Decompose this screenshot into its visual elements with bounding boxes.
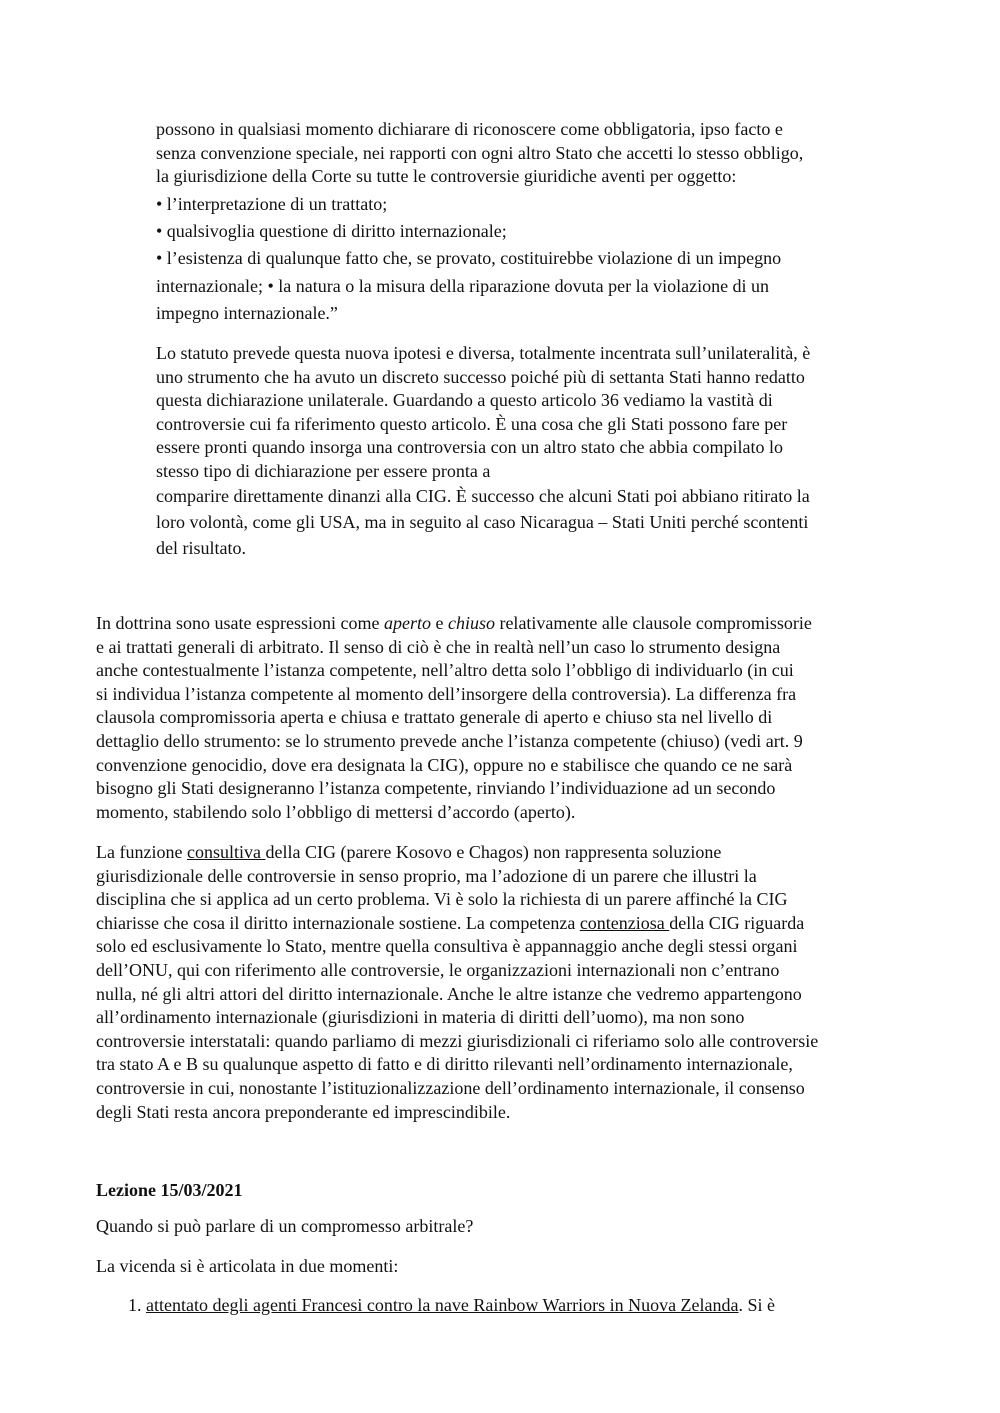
emphasis-aperto: aperto xyxy=(383,613,431,633)
paragraph-line: Lo statuto prevede questa nuova ipotesi e diversa, totalmente incentrata sull’unilateralità, è xyxy=(156,343,811,363)
lesson-question: Quando si può parlare di un compromesso arbitrale? xyxy=(96,1216,474,1236)
paragraph-line: questa dichiarazione unilaterale. Guardando a questo articolo 36 vediamo la vastità di xyxy=(156,390,773,411)
list-item-underlined-text: attentato degli agenti Francesi contro la nave Rainbow Warriors in Nuova Zelanda xyxy=(146,1295,739,1315)
text-run: relativamente alle clausole compromissorie xyxy=(494,613,812,633)
paragraph-line: controversie cui fa riferimento questo articolo. È una cosa che gli Stati possono fare per xyxy=(156,413,788,434)
paragraph-line: degli Stati resta ancora preponderante ed imprescindibile. xyxy=(96,1101,511,1122)
quote-bullet: internazionale; • la natura o la misura della riparazione dovuta per la violazione di un xyxy=(156,275,770,296)
paragraph-line: disciplina che si applica ad un certo problema. Vi è solo la richiesta di un parere affinché la CIG xyxy=(96,889,788,910)
underlined-contenziosa: contenziosa xyxy=(579,912,670,933)
paragraph-line: convenzione genocidio, dove era designata la CIG), oppure no e stabilisce che quando ce ne sarà xyxy=(96,754,793,775)
list-number: 1. xyxy=(128,1295,142,1315)
lesson-heading: Lezione 15/03/2021 xyxy=(96,1180,243,1200)
quote-line: la giurisdizione della Corte su tutte le controversie giuridiche aventi per oggetto: xyxy=(156,166,737,187)
text-run: In dottrina sono usate espressioni come xyxy=(96,613,384,633)
paragraph-line: e ai trattati generali di arbitrato. Il senso di ciò è che in realtà nell’un caso lo strumento designa xyxy=(96,636,781,657)
paragraph-line: momento, stabilendo solo l’obbligo di mettersi d’accordo (aperto). xyxy=(96,801,576,822)
paragraph-line: loro volontà, come gli USA, ma in seguito al caso Nicaragua – Stati Uniti perché scontenti xyxy=(156,511,809,532)
paragraph-line xyxy=(96,612,908,636)
quote-bullet: • l’interpretazione di un trattato; xyxy=(156,193,388,214)
paragraph-line: solo ed esclusivamente lo Stato, mentre quella consultiva è appannaggio anche degli stessi organi xyxy=(96,936,798,957)
dottrina-paragraph xyxy=(96,612,908,824)
paragraph-line: dell’ONU, qui con riferimento alle controversie, le organizzazioni internazionali non c’entrano xyxy=(96,959,780,980)
paragraph-line: controversie interstatali: quando parliamo di mezzi giurisdizionali ci riferiamo solo alle controversie xyxy=(96,1030,819,1051)
text-run: La funzione xyxy=(96,842,187,862)
paragraph-line xyxy=(96,841,908,865)
paragraph-line: all’ordinamento internazionale (giurisdizioni in materia di diritti dell’uomo), ma non sono xyxy=(96,1007,745,1028)
paragraph-line: anche contestualmente l’istanza competente, nell’altro detta solo l’obbligo di individuarlo (in cui xyxy=(96,660,794,681)
list-item-tail: . Si è xyxy=(738,1295,776,1315)
list-item xyxy=(128,1295,775,1316)
quote-line: senza convenzione speciale, nei rapporti con ogni altro Stato che accetti lo stesso obbligo, xyxy=(156,142,804,163)
text-run: della CIG (parere Kosovo e Chagos) non rappresenta soluzione xyxy=(265,842,722,862)
paragraph-line: del risultato. xyxy=(156,537,246,558)
paragraph-line: stesso tipo di dichiarazione per essere pronta a xyxy=(156,460,491,481)
quote-line: possono in qualsiasi momento dichiarare di riconoscere come obbligatoria, ipso facto e xyxy=(156,119,783,139)
text-run: e xyxy=(430,613,448,633)
statuto-paragraph xyxy=(156,342,904,561)
lesson-intro: La vicenda si è articolata in due momenti: xyxy=(96,1256,399,1276)
paragraph-line: uno strumento che ha avuto un discreto successo poiché più di settanta Stati hanno redatto xyxy=(156,366,805,387)
emphasis-chiuso: chiuso xyxy=(447,613,495,633)
quote-block xyxy=(156,118,904,327)
paragraph-line: clausola compromissoria aperta e chiusa e trattato generale di aperto e chiuso sta nel livello di xyxy=(96,707,773,728)
quote-bullet: • l’esistenza di qualunque fatto che, se provato, costituirebbe violazione di un impegno xyxy=(156,248,782,269)
paragraph-line: comparire direttamente dinanzi alla CIG. È successo che alcuni Stati poi abbiano ritirato la xyxy=(156,485,810,506)
paragraph-line: si individua l’istanza competente al momento dell’insorgere della controversia). La differenza fra xyxy=(96,683,797,704)
quote-bullet: • qualsivoglia questione di diritto internazionale; xyxy=(156,221,507,242)
text-run: chiarisse che cosa il diritto internazionale sostiene. La competenza xyxy=(96,912,580,933)
paragraph-line: tra stato A e B su qualunque aspetto di fatto e di diritto rilevanti nell’ordinamento internazionale, xyxy=(96,1054,793,1075)
text-run: della CIG riguarda xyxy=(669,912,805,933)
paragraph-line: nulla, né gli altri attori del diritto internazionale. Anche le altre istanze che vedremo appartengono xyxy=(96,983,802,1004)
paragraph-line: giurisdizionale delle controversie in senso proprio, ma l’adozione di un parere che illustri la xyxy=(96,865,757,886)
paragraph-line xyxy=(96,912,908,936)
paragraph-line: essere pronti quando insorga una controversia con un altro stato che abbia compilato lo xyxy=(156,437,783,458)
funzione-paragraph xyxy=(96,841,908,1124)
underlined-consultiva: consultiva xyxy=(186,842,266,862)
paragraph-line: dettaglio dello strumento: se lo strumento prevede anche l’istanza competente (chiuso) (vedi art. 9 xyxy=(96,730,803,751)
paragraph-line: bisogno gli Stati designeranno l’istanza competente, rinviando l’individuazione ad un secondo xyxy=(96,778,776,799)
paragraph-line: controversie in cui, nonostante l’istituzionalizzazione dell’ordinamento internazionale, il consenso xyxy=(96,1077,805,1098)
quote-bullet: impegno internazionale.” xyxy=(156,302,338,323)
